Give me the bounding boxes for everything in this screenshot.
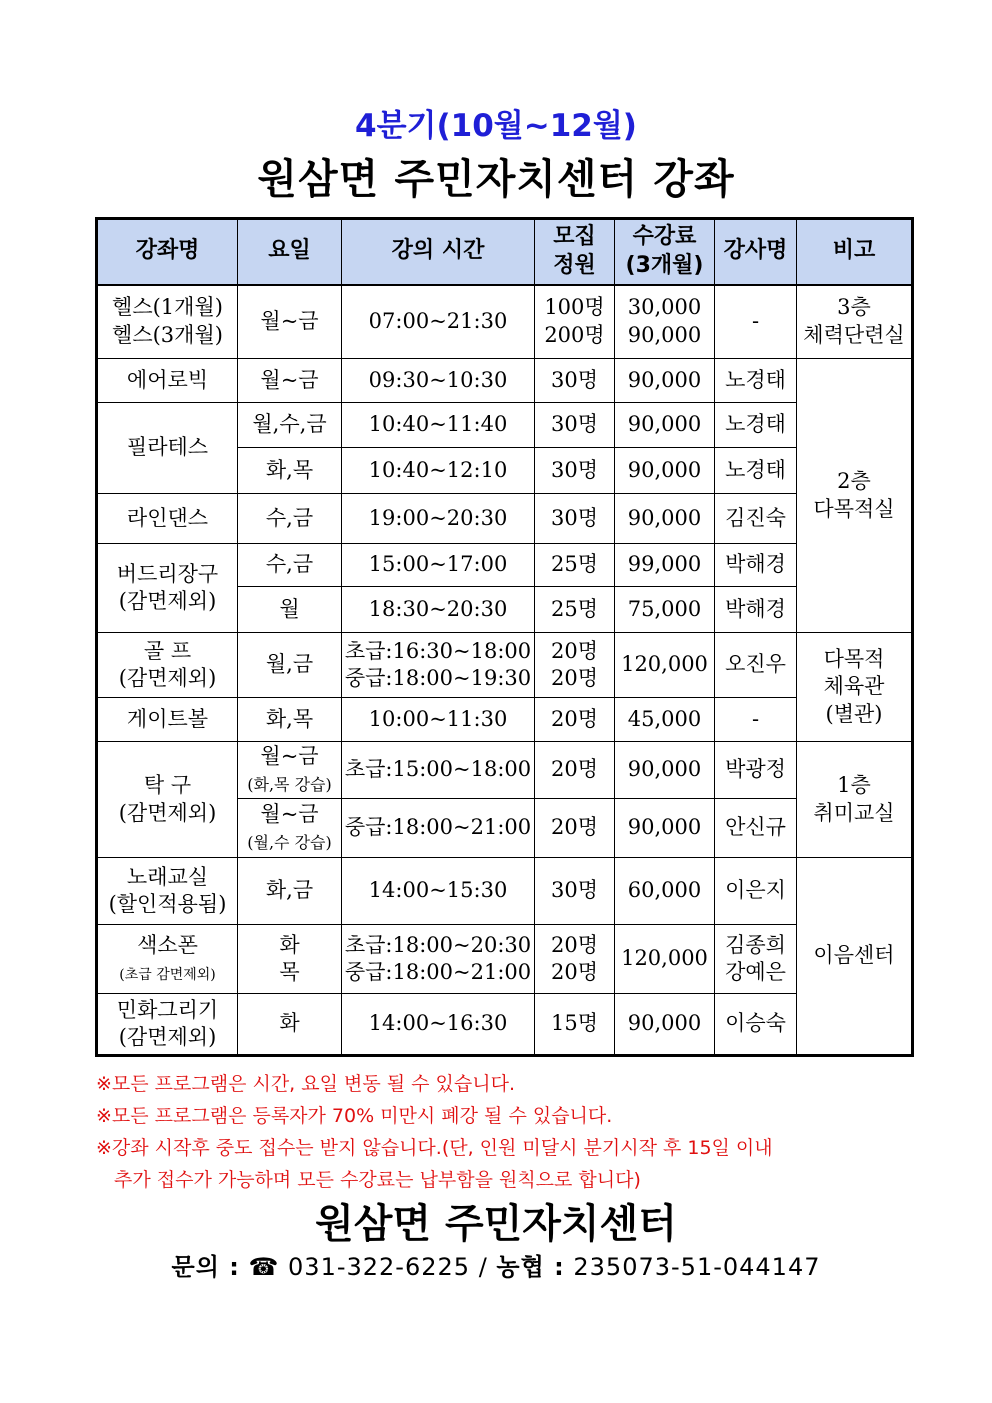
course-days: 월 (238, 587, 342, 633)
course-instructor: 노경태 (715, 403, 797, 448)
course-capacity: 30명 (535, 403, 615, 448)
table-row (97, 633, 913, 698)
course-name: 게이트볼 (97, 698, 238, 742)
course-capacity: 20명 (535, 799, 615, 858)
course-time: 14:00~15:30 (342, 858, 535, 925)
course-instructor: 오진우 (715, 633, 797, 698)
course-instructor: - (715, 285, 797, 359)
course-instructor: - (715, 698, 797, 742)
course-time: 09:30~10:30 (342, 359, 535, 403)
course-time: 14:00~16:30 (342, 994, 535, 1056)
table-row (97, 285, 913, 359)
course-name: 색소폰 (초급 감면제외) (97, 925, 238, 994)
col-header-instructor: 강사명 (715, 219, 797, 285)
contact-label: 문의 : (171, 1253, 240, 1281)
course-instructor: 노경태 (715, 359, 797, 403)
table-row (97, 403, 913, 448)
course-days: 월~금 (화,목 강습) (238, 742, 342, 799)
course-location: 1층 취미교실 (797, 742, 913, 858)
notice-list (96, 1068, 916, 1196)
course-fee: 60,000 (615, 858, 715, 925)
course-instructor: 박광정 (715, 742, 797, 799)
course-time: 18:30~20:30 (342, 587, 535, 633)
course-days: 화,금 (238, 858, 342, 925)
col-header-time: 강의 시간 (342, 219, 535, 285)
course-name: 에어로빅 (97, 359, 238, 403)
course-days: 화,목 (238, 698, 342, 742)
course-fee: 45,000 (615, 698, 715, 742)
course-location: 다목적 체육관 (별관) (797, 633, 913, 742)
bank-account: 235073-51-044147 (573, 1253, 821, 1281)
course-name: 탁 구 (감면제외) (97, 742, 238, 858)
course-instructor: 박해경 (715, 544, 797, 587)
table-row (97, 698, 913, 742)
contact-separator: / (478, 1253, 488, 1281)
course-days: 월~금 (238, 359, 342, 403)
course-days: 월~금 (월,수 강습) (238, 799, 342, 858)
table-row (97, 994, 913, 1056)
course-name: 노래교실 (할인적용됨) (97, 858, 238, 925)
course-fee: 90,000 (615, 494, 715, 544)
course-time: 15:00~17:00 (342, 544, 535, 587)
course-name: 라인댄스 (97, 494, 238, 544)
table-row (97, 359, 913, 403)
organization-name: 원삼면 주민자치센터 (315, 1201, 677, 1247)
course-capacity: 25명 (535, 544, 615, 587)
course-time: 07:00~21:30 (342, 285, 535, 359)
course-name: 골 프 (감면제외) (97, 633, 238, 698)
course-capacity: 25명 (535, 587, 615, 633)
contact-line (0, 1247, 992, 1282)
course-capacity: 20명 (535, 742, 615, 799)
course-time: 10:40~11:40 (342, 403, 535, 448)
course-instructor: 박해경 (715, 587, 797, 633)
course-time: 19:00~20:30 (342, 494, 535, 544)
course-capacity: 20명 20명 (535, 633, 615, 698)
course-table (95, 217, 914, 1057)
course-time: 10:40~12:10 (342, 448, 535, 494)
notice-item: ※모든 프로그램은 시간, 요일 변동 될 수 있습니다. (96, 1073, 516, 1095)
course-location: 이음센터 (797, 858, 913, 1056)
col-header-days: 요일 (238, 219, 342, 285)
course-name: 민화그리기 (감면제외) (97, 994, 238, 1056)
course-location: 3층 체력단련실 (797, 285, 913, 359)
col-header-fee: 수강료 (3개월) (615, 219, 715, 285)
course-time: 10:00~11:30 (342, 698, 535, 742)
table-row (97, 925, 913, 994)
course-fee: 90,000 (615, 799, 715, 858)
course-name: 버드리장구 (감면제외) (97, 544, 238, 633)
course-location: 2층 다목적실 (797, 359, 913, 633)
course-capacity: 20명 (535, 698, 615, 742)
course-capacity: 15명 (535, 994, 615, 1056)
course-days: 월,수,금 (238, 403, 342, 448)
course-instructor: 이은지 (715, 858, 797, 925)
course-days: 화,목 (238, 448, 342, 494)
course-time: 중급:18:00~21:00 (342, 799, 535, 858)
course-fee: 90,000 (615, 742, 715, 799)
course-time: 초급:18:00~20:30 중급:18:00~21:00 (342, 925, 535, 994)
course-days: 월,금 (238, 633, 342, 698)
notice-item: ※모든 프로그램은 등록자가 70% 미만시 폐강 될 수 있습니다. (96, 1105, 613, 1127)
col-header-capacity: 모집 정원 (535, 219, 615, 285)
course-name: 헬스(1개월) 헬스(3개월) (97, 285, 238, 359)
course-capacity: 30명 (535, 448, 615, 494)
course-fee: 120,000 (615, 925, 715, 994)
course-days: 화 목 (238, 925, 342, 994)
course-instructor: 노경태 (715, 448, 797, 494)
table-row (97, 544, 913, 587)
course-time: 초급:15:00~18:00 (342, 742, 535, 799)
course-days: 수,금 (238, 544, 342, 587)
page-title: 원삼면 주민자치센터 강좌 (257, 155, 735, 203)
notice-item: 추가 접수가 가능하며 모든 수강료는 납부함을 원칙으로 합니다) (114, 1169, 641, 1191)
course-fee: 90,000 (615, 359, 715, 403)
table-row (97, 742, 913, 799)
table-row (97, 858, 913, 925)
course-fee: 99,000 (615, 544, 715, 587)
table-header-row (97, 219, 913, 285)
course-fee: 120,000 (615, 633, 715, 698)
course-instructor: 김종희 강예은 (715, 925, 797, 994)
table-row (97, 494, 913, 544)
course-capacity: 30명 (535, 858, 615, 925)
course-fee: 30,000 90,000 (615, 285, 715, 359)
course-fee: 90,000 (615, 994, 715, 1056)
course-days: 월~금 (238, 285, 342, 359)
quarter-subtitle: 4분기(10월~12월) (355, 108, 637, 144)
bank-label: 농협 : (496, 1253, 565, 1281)
course-name: 필라테스 (97, 403, 238, 494)
col-header-name: 강좌명 (97, 219, 238, 285)
course-instructor: 김진숙 (715, 494, 797, 544)
course-capacity: 100명 200명 (535, 285, 615, 359)
course-days: 수,금 (238, 494, 342, 544)
col-header-note: 비고 (797, 219, 913, 285)
course-instructor: 안신규 (715, 799, 797, 858)
phone-number: 031-322-6225 (288, 1253, 471, 1281)
course-capacity: 30명 (535, 359, 615, 403)
course-capacity: 20명 20명 (535, 925, 615, 994)
course-fee: 90,000 (615, 403, 715, 448)
course-days: 화 (238, 994, 342, 1056)
phone-icon: ☎ (248, 1253, 280, 1281)
course-fee: 90,000 (615, 448, 715, 494)
notice-item: ※강좌 시작후 중도 접수는 받지 않습니다.(단, 인원 미달시 분기시작 후 15일 이내 (96, 1137, 773, 1159)
course-capacity: 30명 (535, 494, 615, 544)
course-instructor: 이승숙 (715, 994, 797, 1056)
course-fee: 75,000 (615, 587, 715, 633)
course-time: 초급:16:30~18:00 중급:18:00~19:30 (342, 633, 535, 698)
